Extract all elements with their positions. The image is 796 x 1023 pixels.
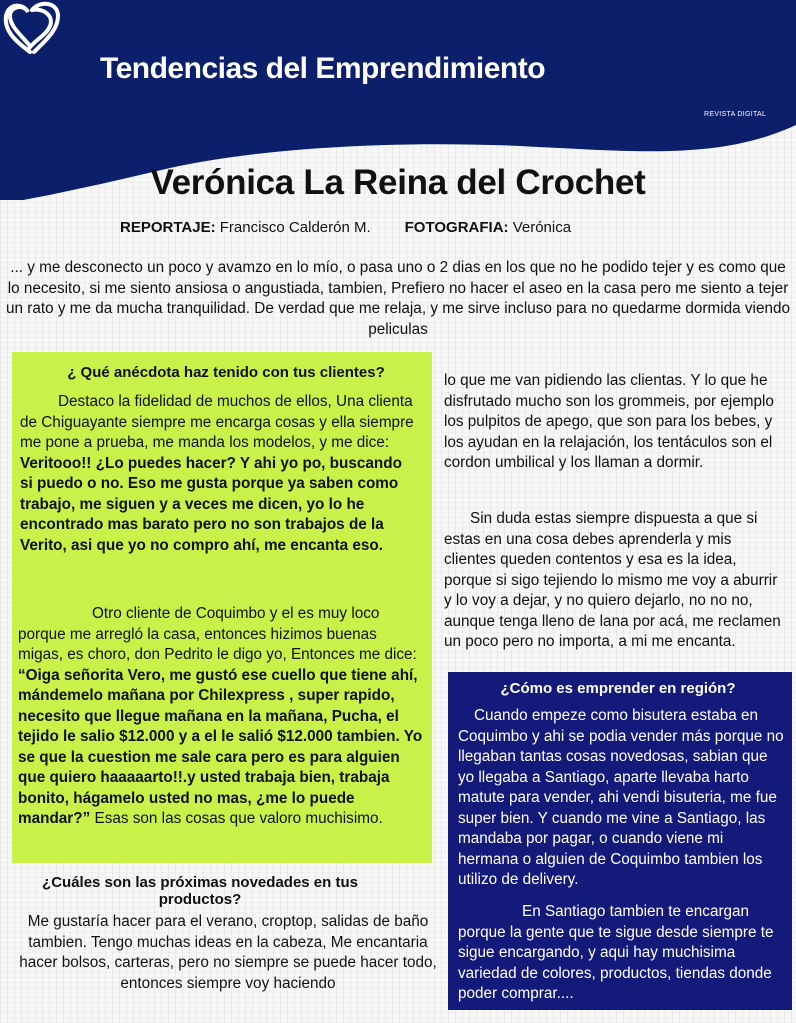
clients-p1-text: Destaco la fidelidad de muchos de ellos, Una clienta de Chiguayante siempre me encarga cosas y ella siempre me pone a prueba, me manda los modelos, y me dice: bbox=[20, 393, 414, 451]
clients-p2-text: Otro cliente de Coquimbo y el es muy loco porque me arregló la casa, entonces hizimos buenas migas, es choro, don Pedrito le digo yo, Entonces me dice: bbox=[18, 605, 417, 663]
region-paragraph-2 bbox=[458, 902, 784, 1005]
region-p2-text: En Santiago tambien te encargan porque la gente que te sigue desde siempre te sigue encargando, y aqui hay muchisima variedad de colores, productos, tiendas donde poder comprar.... bbox=[458, 903, 774, 1002]
intro-paragraph: ... y me desconecto un poco y avamzo en lo mío, o pasa uno o 2 dias en los que no he podido tejer y es como que lo necesito, si me siento ansiosa o angustiada, tambien, Prefiero no hacer el aseo en la casa pero me siento a tejer un rato y me da mucha tranquilidad. De verdad que me relaja, y me sirve incluso para no quedarme dormida viendo peliculas bbox=[6, 259, 790, 338]
clients-paragraph-1 bbox=[20, 392, 418, 556]
news-question: ¿Cuáles son las próximas novedades en tus productos? bbox=[42, 874, 358, 908]
logo-caption: REVISTA DIGITAL bbox=[704, 111, 767, 118]
report-author: Francisco Calderón M. bbox=[215, 219, 371, 236]
magazine-title: Tendencias del Emprendimiento bbox=[100, 52, 546, 85]
right-p2-text: Sin duda estas siempre dispuesta a que si estas en una cosa debes aprenderla y mis clientes queden contentos y esa es la idea, porque si sigo tejiendo lo mismo me voy a aburrir y lo voy a dejar, y no quiero dejarlo, no no no, aunque tenga lleno de lana por acá, me reclamen un poco pero no importa, a mi me encanta. bbox=[444, 510, 781, 650]
right-paragraph-1: lo que me van pidiendo las clientas. Y lo que he disfrutado mucho son los grommeis, por ejemplo los pulpitos de apego, que son para los bebes, y los ayudan en la relajación, los tentáculos son el cordon umbilical y los llaman a dormir. bbox=[444, 372, 774, 471]
photo-credit: Verónica bbox=[508, 219, 572, 236]
article-credits bbox=[120, 219, 571, 236]
region-paragraph-1 bbox=[458, 706, 784, 891]
region-p1-text: Cuando empeze como bisutera estaba en Coquimbo y ahi se podia vender más porque no llegaban tantas cosas novedosas, sabian que yo llegaba a Santiago, aparte llevaba harto matute para vender, ahi vendi bisuteria, me fue super bien. Y cuando me vine a Santiago, las mandaba por pagar, o cuando viene mi hermana o alguien de Coquimbo tambien los utilizo de delivery. bbox=[458, 707, 784, 888]
right-paragraph-2 bbox=[444, 509, 784, 653]
region-question: ¿Cómo es emprender en región? bbox=[500, 680, 736, 697]
clients-question: ¿ Qué anécdota haz tenido con tus clientes? bbox=[67, 364, 385, 381]
clients-p2-quote: “Oiga señorita Vero, me gustó ese cuello que tiene ahí, mándemelo mañana por Chilexpress , super rapido, necesito que llegue mañana en la mañana, Pucha, el tejido le salio $12.000 y a el le salió $12.000 tambien. Yo se que la cuestion me sale cara pero es para alguien que quiero haaaaarto!!.y usted trabaja bien, trabaja bonito, hágamelo usted no mas, ¿me lo puede mandar?” bbox=[18, 666, 423, 827]
article-title: Verónica La Reina del Crochet bbox=[150, 163, 646, 202]
heart-s-logo-icon bbox=[0, 0, 64, 60]
clients-p1-quote: Veritooo!! ¿Lo puedes hacer? Y ahi yo po, buscando si puedo o no. Eso me gusta porque ya saben como trabajo, me siguen y a veces me dicen, yo lo he encontrado mas barato pero no son trabajos de la Verito, asi que yo no compro ahí, me encanta eso. bbox=[20, 454, 402, 554]
report-label: REPORTAJE: bbox=[120, 219, 216, 236]
photo-label: FOTOGRAFIA: bbox=[404, 219, 509, 236]
clients-paragraph-2 bbox=[18, 604, 424, 830]
news-paragraph: Me gustaría hacer para el verano, croptop, salidas de baño tambien. Tengo muchas ideas en la cabeza, Me encantaria hacer bolsos, carteras, pero no siempre se puede hacer todo, entonces siempre voy haciendo bbox=[19, 913, 437, 992]
clients-p2-tail: Esas son las cosas que valoro muchisimo. bbox=[90, 810, 383, 827]
